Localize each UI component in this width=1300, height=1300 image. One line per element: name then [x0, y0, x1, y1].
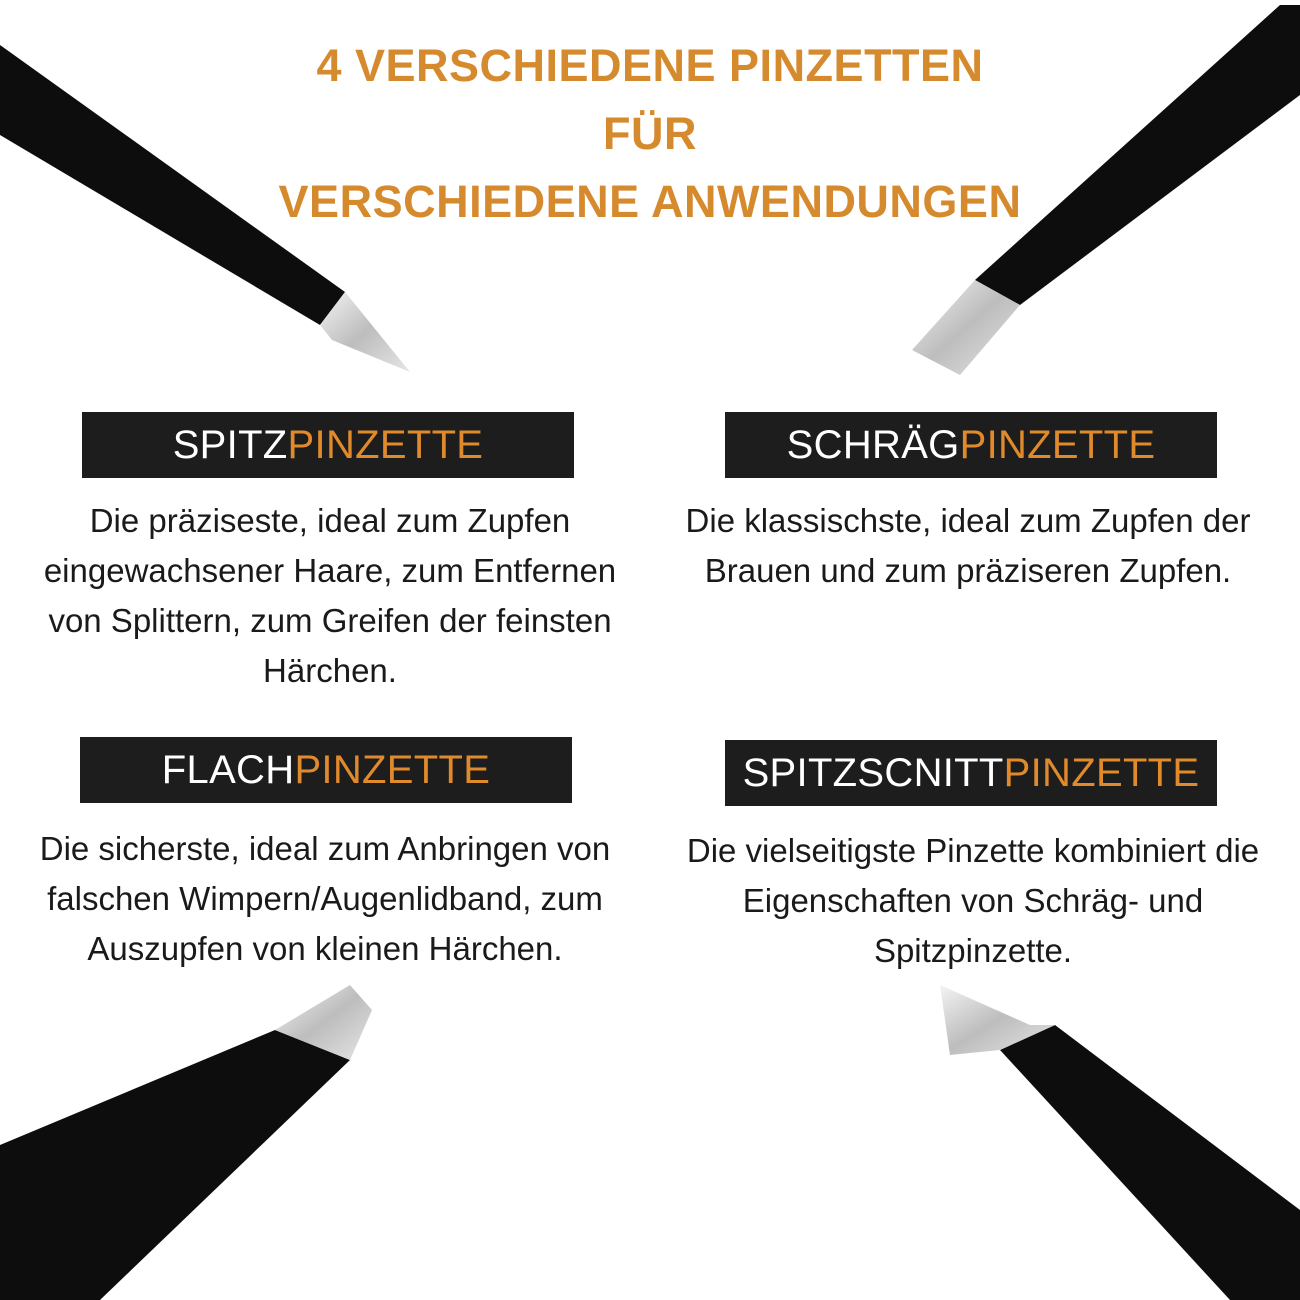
desc-flachpinzette: Die sicherste, ideal zum Anbringen von falschen Wimpern/Augenlidband, zum Auszupfen von kleinen Härchen. [39, 830, 611, 967]
flat-tweezer-icon [0, 985, 372, 1300]
label-spitzpinzette-suffix: PINZETTE [287, 423, 484, 467]
pointed-slant-tweezer-icon [940, 985, 1300, 1300]
desc-schraegpinzette: Die klassischste, ideal zum Zupfen der Brauen und zum präziseren Zupfen. [685, 502, 1251, 589]
desc-spitzpinzette: Die präziseste, ideal zum Zupfen eingewachsener Haare, zum Entfernen von Splittern, zum Greifen der feinsten Härchen. [43, 502, 617, 689]
label-spitzschnittpinzette [725, 740, 1217, 806]
desc-spitzschnittpinzette: Die vielseitigste Pinzette kombiniert die Eigenschaften von Schräg- und Spitzpinzette. [686, 832, 1260, 969]
label-schraegpinzette-prefix: SCHRÄG [786, 423, 960, 467]
label-spitzpinzette [82, 412, 574, 478]
headline-line-3: VERSCHIEDENE ANWENDUNGEN [278, 176, 1022, 227]
label-spitzpinzette-prefix: SPITZ [172, 423, 288, 467]
label-spitzschnittpinzette-suffix: PINZETTE [1003, 751, 1200, 795]
headline [0, 32, 1300, 236]
headline-line-1: 4 VERSCHIEDENE PINZETTEN [316, 40, 984, 91]
label-flachpinzette-prefix: FLACH [161, 748, 295, 792]
label-spitzschnittpinzette-prefix: SPITZSCNITT [742, 751, 1004, 795]
label-flachpinzette-suffix: PINZETTE [294, 748, 491, 792]
label-schraegpinzette-suffix: PINZETTE [959, 423, 1156, 467]
label-schraegpinzette [725, 412, 1217, 478]
label-flachpinzette [80, 737, 572, 803]
headline-line-2: FÜR [603, 108, 697, 159]
